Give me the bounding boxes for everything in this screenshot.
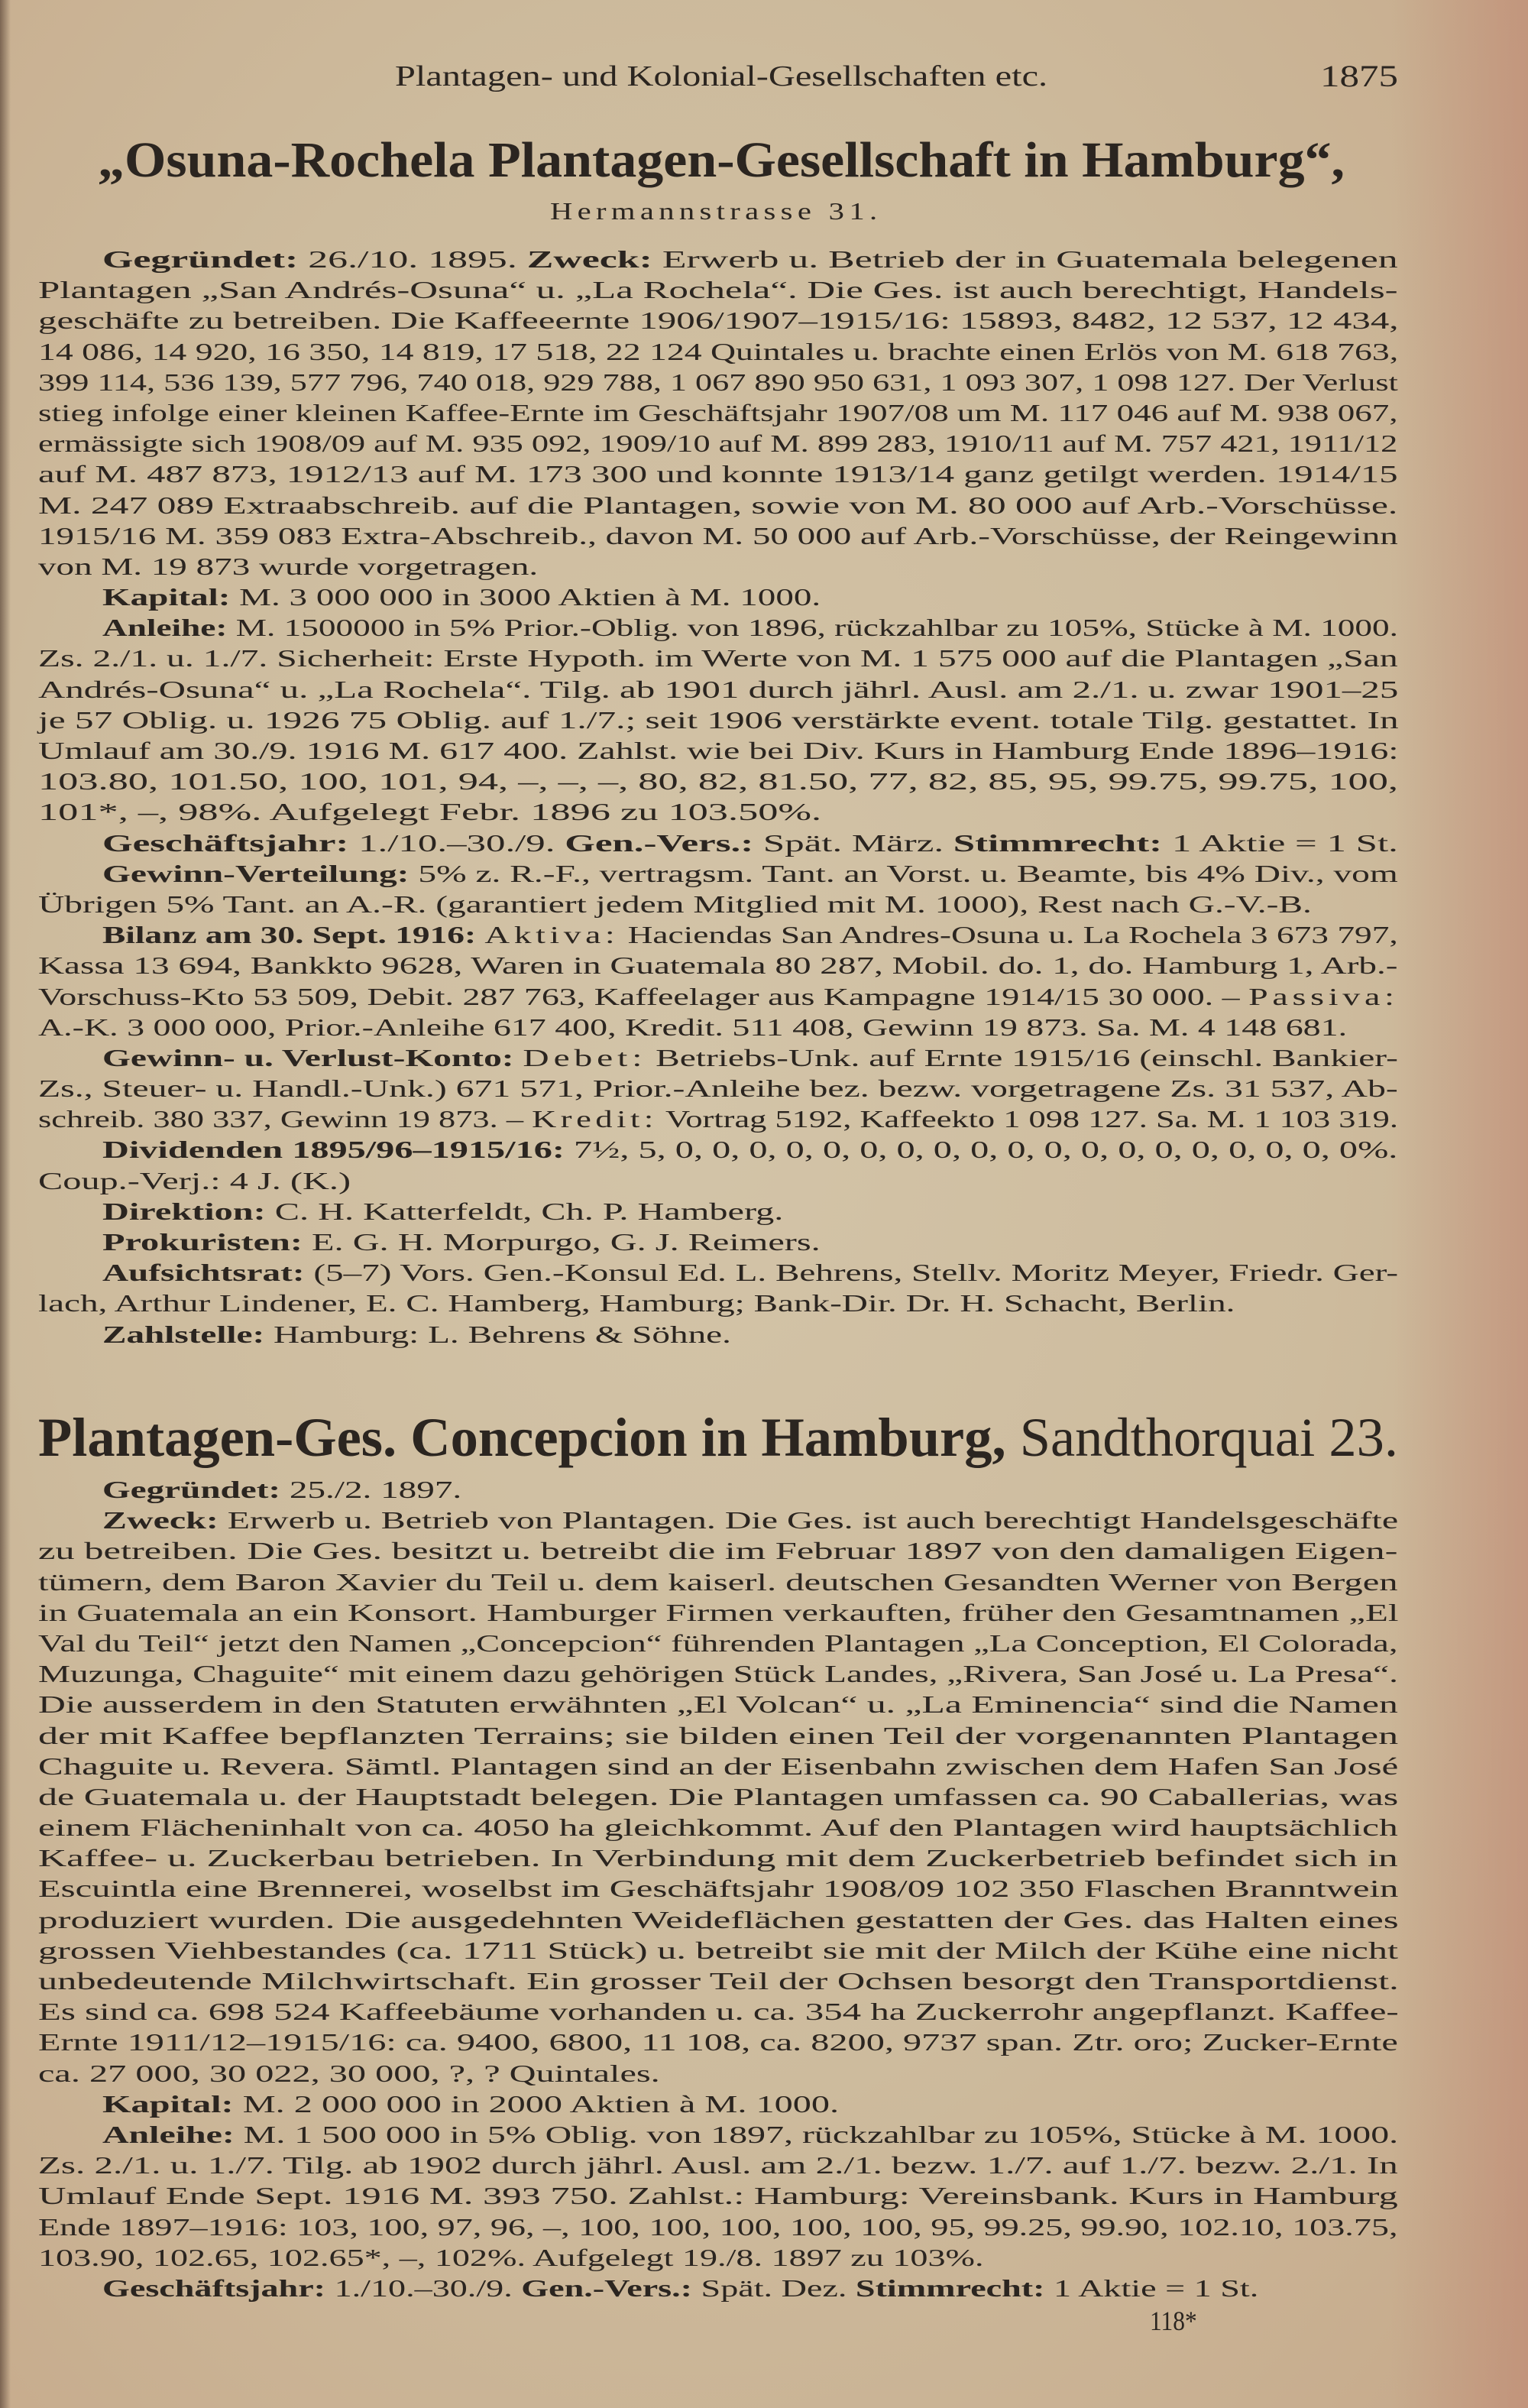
text-segment: 1915/16 M. 359 083 Extra-Abschreib., davon M. 50 000 auf Arb.-Vorschüsse, der Reingewinn (38, 521, 1398, 549)
field-label: Zahlstelle: (102, 1320, 265, 1348)
field-label: Anleihe: (102, 614, 228, 642)
company-entry-body (38, 1474, 1398, 2303)
text-line (38, 1319, 1398, 1350)
text-segment: produziert wurden. Die ausgedehnten Weideflächen gestatten der Ges. das Halten eines (38, 1905, 1399, 1933)
text-segment: Hamburg: L. Behrens & Söhne. (264, 1320, 731, 1348)
text-line-content (38, 2180, 1398, 2211)
text-line-content (102, 919, 1398, 950)
running-head-text: Plantagen- und Kolonial-Gesellschaften etc. (395, 60, 1048, 92)
text-segment: C. H. Katterfeldt, Ch. P. Hamberg. (265, 1197, 784, 1225)
text-segment: M. 1500000 in 5% Prior.-Oblig. von 1896, rückzahlbar zu 105%, Stücke à M. 1000. (227, 614, 1398, 642)
text-segment: unbedeutende Milchwirtschaft. Ein grosser Teil der Ochsen besorgt den Transportdienst. (38, 1967, 1399, 1995)
text-segment: 5% z. R.-F., vertragsm. Tant. an Vorst. u. Beamte, bis 4% Div., vom (409, 859, 1398, 887)
text-segment: 26./10. 1895. (298, 245, 527, 273)
text-line (38, 1012, 1398, 1042)
text-line (38, 582, 1398, 612)
text-line-content (38, 1012, 1347, 1042)
company-entry-body (38, 244, 1398, 1350)
text-line-content (38, 950, 1397, 980)
text-segment: Haciendas San Andres-Osuna u. La Rochela 3 673 797, (619, 921, 1398, 949)
text-segment: je 57 Oblig. u. 1926 75 Oblig. auf 1./7.; seit 1906 verstärkte event. totale Tilg. gestattet. In (38, 705, 1399, 734)
text-line (38, 1628, 1398, 1658)
text-line (38, 796, 1398, 827)
text-segment: Vorschuss-Kto 53 509, Debit. 287 763, Kaffeelager aus Kampagne 1914/15 30 000. – (38, 982, 1249, 1010)
text-segment: Übrigen 5% Tant. an A.-R. (garantiert jedem Mitglied mit M. 1000), Rest nach G.-V.-B. (38, 890, 1312, 918)
text-line-content (38, 2150, 1398, 2180)
text-line (38, 1873, 1398, 1904)
text-line (38, 2273, 1398, 2303)
text-line (38, 1165, 1398, 1196)
text-segment: ca. 27 000, 30 022, 30 000, ?, ? Quintales. (38, 2059, 660, 2087)
text-segment: ermässigte sich 1908/09 auf M. 935 092, 1909/10 auf M. 899 283, 1910/11 auf M. 757 421, 1911/12 (38, 429, 1398, 458)
text-line (38, 2089, 1398, 2119)
text-line (38, 950, 1398, 980)
company-title-text (38, 1406, 1398, 1470)
text-segment: Die ausserdem in den Statuten erwähnten „El Volcan“ u. „La Eminencia“ sind die Namen (38, 1690, 1398, 1719)
text-line (38, 367, 1398, 397)
company-title-text: „Osuna-Rochela Plantagen-Gesellschaft in Hamburg“, (98, 132, 1345, 188)
text-line-content (38, 981, 1399, 1012)
text-segment: lach, Arthur Lindener, E. C. Hamberg, Hamburg; Bank-Dir. Dr. H. Schacht, Berlin. (38, 1289, 1235, 1317)
text-line (38, 1073, 1398, 1104)
text-line-content (38, 766, 1398, 796)
text-line-content (38, 1689, 1398, 1719)
text-line-content (38, 1720, 1398, 1751)
text-line (38, 2027, 1398, 2057)
text-line (38, 2150, 1398, 2180)
text-line-content (102, 582, 821, 612)
text-line-content (38, 705, 1399, 735)
text-line (38, 1042, 1398, 1073)
text-line (38, 828, 1398, 858)
text-line (38, 244, 1398, 274)
text-segment: tümern, dem Baron Xavier du Teil u. dem kaiserl. deutschen Gesandten Werner von Bergen (38, 1567, 1398, 1596)
text-segment: der mit Kaffee bepflanzten Terrains; sie bilden einen Teil der vorgenannten Plantagen (38, 1721, 1399, 1749)
signature-mark (1150, 2305, 1204, 2337)
text-line-content (38, 459, 1398, 489)
text-line-content (38, 2242, 983, 2273)
text-line-content (102, 2119, 1398, 2150)
field-label: Geschäftsjahr: (102, 2274, 326, 2302)
field-label: Geschäftsjahr: (102, 828, 349, 857)
text-line-content (38, 1996, 1399, 2027)
field-label: Dividenden 1895/96–1915/16: (102, 1136, 565, 1164)
text-segment: Zs. 2./1. u. 1./7. Sicherheit: Erste Hypoth. im Werte von M. 1 575 000 auf die Plantagen „San (38, 644, 1398, 672)
text-line (38, 490, 1398, 520)
field-label: Gewinn-Verteilung: (102, 859, 410, 887)
text-line-content (38, 2058, 660, 2089)
field-label: Gegründet: (102, 1476, 281, 1503)
text-line-content (38, 1165, 351, 1196)
field-label: Gen.-Vers.: (521, 2274, 693, 2302)
text-line (38, 2180, 1398, 2211)
text-segment: de Guatemala u. der Hauptstadt belegen. Die Plantagen umfassen ca. 90 Caballerias, was (38, 1782, 1399, 1810)
field-label: Gewinn- u. Verlust-Konto: (102, 1043, 514, 1071)
field-label: Prokuristen: (102, 1228, 303, 1256)
text-line (38, 1658, 1398, 1689)
spaced-label: Passiva: (1248, 982, 1399, 1010)
text-line-content (38, 1628, 1397, 1658)
text-line (38, 459, 1398, 489)
text-segment: M. 1 500 000 in 5% Oblig. von 1897, rückzahlbar zu 105%, Stücke à M. 1000. (234, 2120, 1399, 2148)
text-line-content (38, 1597, 1399, 1628)
text-line-content (38, 1751, 1398, 1781)
text-line (38, 889, 1398, 919)
text-line (38, 1904, 1398, 1935)
text-line-content (38, 367, 1398, 397)
text-line (38, 520, 1398, 551)
text-line-content (38, 428, 1397, 459)
text-segment: Ernte 1911/12–1915/16: ca. 9400, 6800, 11 108, ca. 8200, 9737 span. Ztr. oro; Zucker-Ernte (38, 2028, 1398, 2056)
text-line-content (38, 1658, 1398, 1689)
field-label: Anleihe: (102, 2120, 235, 2148)
text-segment: A.-K. 3 000 000, Prior.-Anleihe 617 400, Kredit. 511 408, Gewinn 19 873. Sa. M. 4 148 681. (38, 1013, 1348, 1041)
text-segment: (5–7) Vors. Gen.-Konsul Ed. L. Behrens, Stellv. Moritz Meyer, Friedr. Ger- (304, 1259, 1399, 1287)
text-line (38, 1535, 1398, 1566)
text-line-content (38, 1873, 1398, 1904)
text-line (38, 2212, 1398, 2242)
text-line-content (102, 828, 1398, 858)
text-segment: M. 3 000 000 in 3000 Aktien à M. 1000. (230, 583, 821, 611)
text-line (38, 1196, 1398, 1227)
text-segment: Chaguite u. Revera. Sämtl. Plantagen sind an der Eisenbahn zwischen dem Hafen San José (38, 1752, 1399, 1780)
text-line (38, 1781, 1398, 1812)
field-label: Gegründet: (102, 245, 299, 273)
field-label: Aufsichtsrat: (102, 1259, 305, 1287)
field-label: Stimmrecht: (855, 2274, 1045, 2302)
text-segment: Erwerb u. Betrieb der in Guatemala belegenen (652, 245, 1398, 273)
company-title-concepcion (38, 1406, 1398, 1470)
text-line (38, 643, 1398, 673)
text-segment: Umlauf Ende Sept. 1916 M. 393 750. Zahlst.: Hamburg: Vereinsbank. Kurs in Hamburg (38, 2182, 1398, 2210)
text-line-content (102, 1474, 461, 1505)
text-line (38, 1104, 1398, 1134)
text-line-content (38, 643, 1398, 673)
text-line-content (38, 1966, 1399, 1996)
field-label: Bilanz am 30. Sept. 1916: (102, 921, 477, 949)
text-line-content (102, 858, 1398, 889)
field-label: Stimmrecht: (953, 828, 1163, 857)
text-line (38, 1567, 1398, 1597)
spaced-label: Aktiva: (484, 921, 620, 949)
text-line (38, 551, 1398, 582)
text-line-content (38, 397, 1398, 428)
text-segment: Spät. Dez. (692, 2274, 856, 2302)
text-segment: von M. 19 873 wurde vorgetragen. (38, 552, 539, 580)
text-line-content (38, 1842, 1398, 1873)
text-line (38, 2119, 1398, 2150)
text-segment: Val du Teil“ jetzt den Namen „Concepcion“ führenden Plantagen „La Conception, El Colorada, (38, 1629, 1398, 1657)
signature-mark-text: 118* (1150, 2306, 1197, 2336)
text-line-content (102, 1196, 783, 1227)
text-line-content (38, 735, 1399, 766)
text-line-content (38, 2212, 1397, 2242)
text-line-content (38, 305, 1399, 335)
text-line-content (38, 520, 1398, 551)
text-line (38, 428, 1398, 459)
text-line-content (38, 1812, 1398, 1842)
text-line (38, 981, 1398, 1012)
text-line (38, 1935, 1398, 1966)
text-segment: Escuintla eine Brennerei, woselbst im Geschäftsjahr 1908/09 102 350 Flaschen Branntwein (38, 1875, 1399, 1903)
text-segment (476, 921, 484, 948)
text-segment: M. 247 089 Extraabschreib. auf die Plantagen, sowie von M. 80 000 auf Arb.-Vorschüsse. (38, 491, 1398, 519)
text-line (38, 274, 1398, 305)
text-line-content (38, 796, 821, 827)
text-line (38, 919, 1398, 950)
field-label: Gen.-Vers.: (565, 828, 754, 857)
text-line (38, 1474, 1398, 1505)
text-segment: einem Flächeninhalt von ca. 4050 ha gleichkommt. Auf den Plantagen wird hauptsächlich (38, 1813, 1398, 1842)
field-label: Zweck: (526, 245, 652, 273)
text-segment: 1 Aktie = 1 St. (1044, 2274, 1259, 2302)
text-segment: grossen Viehbestandes (ca. 1711 Stück) u. betreibt sie mit der Milch der Kühe eine nicht (38, 1936, 1398, 1964)
text-line-content (38, 490, 1397, 520)
running-head (395, 60, 1048, 93)
spaced-label: Kredit: (532, 1105, 658, 1133)
text-line-content (102, 1505, 1398, 1535)
spaced-label: Debet: (523, 1043, 647, 1071)
text-line (38, 735, 1398, 766)
text-line (38, 1689, 1398, 1719)
text-line-content (102, 2089, 839, 2119)
text-line-content (38, 889, 1312, 919)
text-line-content (38, 674, 1398, 705)
text-line (38, 397, 1398, 428)
company-address-text: Hermannstrasse 31. (550, 197, 882, 225)
text-line-content (102, 1134, 1397, 1165)
text-line (38, 674, 1398, 705)
text-segment: auf M. 487 873, 1912/13 auf M. 173 300 und konnte 1913/14 ganz getilgt werden. 1914/15 (38, 460, 1398, 488)
text-line-content (102, 1227, 821, 1257)
text-segment: 1 Aktie = 1 St. (1162, 828, 1398, 857)
text-segment: Zs., Steuer- u. Handl.-Unk.) 671 571, Prior.-Anleihe bez. bezw. vorgetragene Zs. 31 537, Ab- (38, 1074, 1398, 1103)
text-segment: Ende 1897–1916: 103, 100, 97, 96, –, 100, 100, 100, 100, 100, 95, 99.25, 99.90, 102.10, 103.75, (38, 2212, 1398, 2241)
text-segment: Kassa 13 694, Bankkto 9628, Waren in Guatemala 80 287, Mobil. do. 1, do. Hamburg 1, Arb.- (38, 951, 1398, 980)
text-line-content (38, 551, 538, 582)
text-segment: 14 086, 14 920, 16 350, 14 819, 17 518, 22 124 Quintales u. brachte einen Erlös von M. 618 763, (38, 337, 1399, 365)
text-segment: Erwerb u. Betrieb von Plantagen. Die Ges. ist auch berechtigt Handelsgeschäfte (218, 1506, 1399, 1535)
text-line (38, 1505, 1398, 1535)
text-line-content (102, 244, 1398, 274)
text-segment: Muzunga, Chaguite“ mit einem dazu gehörigen Stück Landes, „Rivera, San José u. La Presa“. (38, 1660, 1398, 1688)
field-label: Zweck: (102, 1506, 219, 1535)
text-segment: Andrés-Osuna“ u. „La Rochela“. Tilg. ab 1901 durch jährl. Ausl. am 2./1. u. zwar 1901–25 (38, 675, 1399, 703)
text-line (38, 1288, 1398, 1318)
text-line (38, 705, 1398, 735)
text-line (38, 1842, 1398, 1873)
text-segment: Zs. 2./1. u. 1./7. Tilg. ab 1902 durch jährl. Ausl. am 2./1. bezw. 1./7. auf 1./7. bezw. 2./1. In (38, 2151, 1398, 2180)
field-label: Kapital: (102, 583, 231, 611)
text-segment: stieg infolge einer kleinen Kaffee-Ernte im Geschäftsjahr 1907/08 um M. 117 046 auf M. 938 067, (38, 398, 1398, 426)
text-line-content (38, 1288, 1235, 1318)
text-segment: 103.90, 102.65, 102.65*, –, 102%. Aufgelegt 19./8. 1897 zu 103%. (38, 2243, 984, 2271)
page-number-text: 1875 (1320, 59, 1398, 93)
text-segment: Plantagen „San Andrés-Osuna“ u. „La Rochela“. Die Ges. ist auch berechtigt, Handels- (38, 276, 1398, 304)
text-segment: 101*, –, 98%. Aufgelegt Febr. 1896 zu 103.50%. (38, 798, 822, 826)
text-segment: schreib. 380 337, Gewinn 19 873. – (38, 1105, 533, 1133)
page-number (1320, 58, 1398, 94)
text-segment: geschäfte zu betreiben. Die Kaffeeernte 1906/1907–1915/16: 15893, 8482, 12 537, 12 434, (38, 306, 1399, 335)
text-line (38, 1751, 1398, 1781)
text-segment: Coup.-Verj.: 4 J. (K.) (38, 1166, 351, 1194)
text-line (38, 858, 1398, 889)
text-segment: 1./10.–30./9. (325, 2274, 522, 2302)
text-line-content (38, 1104, 1398, 1134)
text-line (38, 1812, 1398, 1842)
company-name: Plantagen-Ges. Concepcion in Hamburg, (38, 1407, 1006, 1468)
text-line (38, 1134, 1398, 1165)
text-line (38, 336, 1398, 367)
text-segment: Umlauf am 30./9. 1916 M. 617 400. Zahlst. wie bei Div. Kurs in Hamburg Ende 1896–1916: (38, 737, 1399, 764)
text-line-content (38, 1535, 1397, 1566)
company-address (550, 197, 882, 225)
company-title-osuna-rochela (98, 131, 1345, 190)
text-segment: 25./2. 1897. (280, 1476, 462, 1503)
text-line (38, 305, 1398, 335)
text-line-content (38, 1567, 1398, 1597)
text-line (38, 1966, 1398, 1996)
text-line (38, 1257, 1398, 1288)
text-segment (514, 1044, 523, 1071)
text-line-content (102, 2273, 1258, 2303)
text-line (38, 1720, 1398, 1751)
text-segment: M. 2 000 000 in 2000 Aktien à M. 1000. (233, 2089, 840, 2118)
text-segment: Spät. März. (753, 828, 953, 857)
company-address: Sandthorquai 23. (1005, 1407, 1398, 1468)
field-label: Kapital: (102, 2089, 234, 2118)
text-line (38, 2058, 1398, 2089)
text-line-content (38, 2027, 1398, 2057)
text-line-content (102, 1319, 731, 1350)
text-segment: Kaffee- u. Zuckerbau betrieben. In Verbindung mit dem Zuckerbetrieb befindet sich in (38, 1844, 1398, 1872)
text-line-content (38, 1781, 1398, 1812)
text-segment: in Guatemala an ein Konsort. Hamburger Firmen verkauften, früher den Gesamtnamen „El (38, 1598, 1399, 1626)
text-line-content (38, 1073, 1398, 1104)
text-line-content (38, 1904, 1399, 1935)
text-line (38, 1597, 1398, 1628)
text-line-content (102, 1042, 1398, 1073)
text-segment: Es sind ca. 698 524 Kaffeebäume vorhanden u. ca. 354 ha Zuckerrohr angepflanzt. Kaffee- (38, 1998, 1399, 2026)
text-line-content (102, 1257, 1398, 1288)
text-segment: 399 114, 536 139, 577 796, 740 018, 929 788, 1 067 890 950 631, 1 093 307, 1 098 127. Der Verlust (38, 368, 1398, 396)
text-segment: zu betreiben. Die Ges. besitzt u. betreibt die im Februar 1897 von den damaligen Eigen- (38, 1537, 1398, 1565)
text-line (38, 1996, 1398, 2027)
text-line-content (38, 1935, 1398, 1966)
text-line-content (38, 274, 1398, 305)
text-segment: 103.80, 101.50, 100, 101, 94, –, –, –, 80, 82, 81.50, 77, 82, 85, 95, 99.75, 99.75, 100, (38, 767, 1398, 796)
text-line (38, 1227, 1398, 1257)
text-line-content (102, 612, 1398, 643)
text-line (38, 766, 1398, 796)
text-line (38, 2242, 1398, 2273)
text-segment: E. G. H. Morpurgo, G. J. Reimers. (302, 1228, 821, 1256)
text-segment: Betriebs-Unk. auf Ernte 1915/16 (einschl. Bankier- (646, 1043, 1398, 1071)
field-label: Direktion: (102, 1197, 266, 1225)
text-segment: 7½, 5, 0, 0, 0, 0, 0, 0, 0, 0, 0, 0, 0, 0, 0, 0, 0, 0, 0, 0, 0%. (564, 1136, 1398, 1164)
text-segment: 1./10.–30./9. (348, 828, 565, 857)
text-line-content (38, 336, 1398, 367)
text-segment: Vortrag 5192, Kaffeekto 1 098 127. Sa. M. 1 103 319. (657, 1105, 1398, 1133)
text-line (38, 612, 1398, 643)
